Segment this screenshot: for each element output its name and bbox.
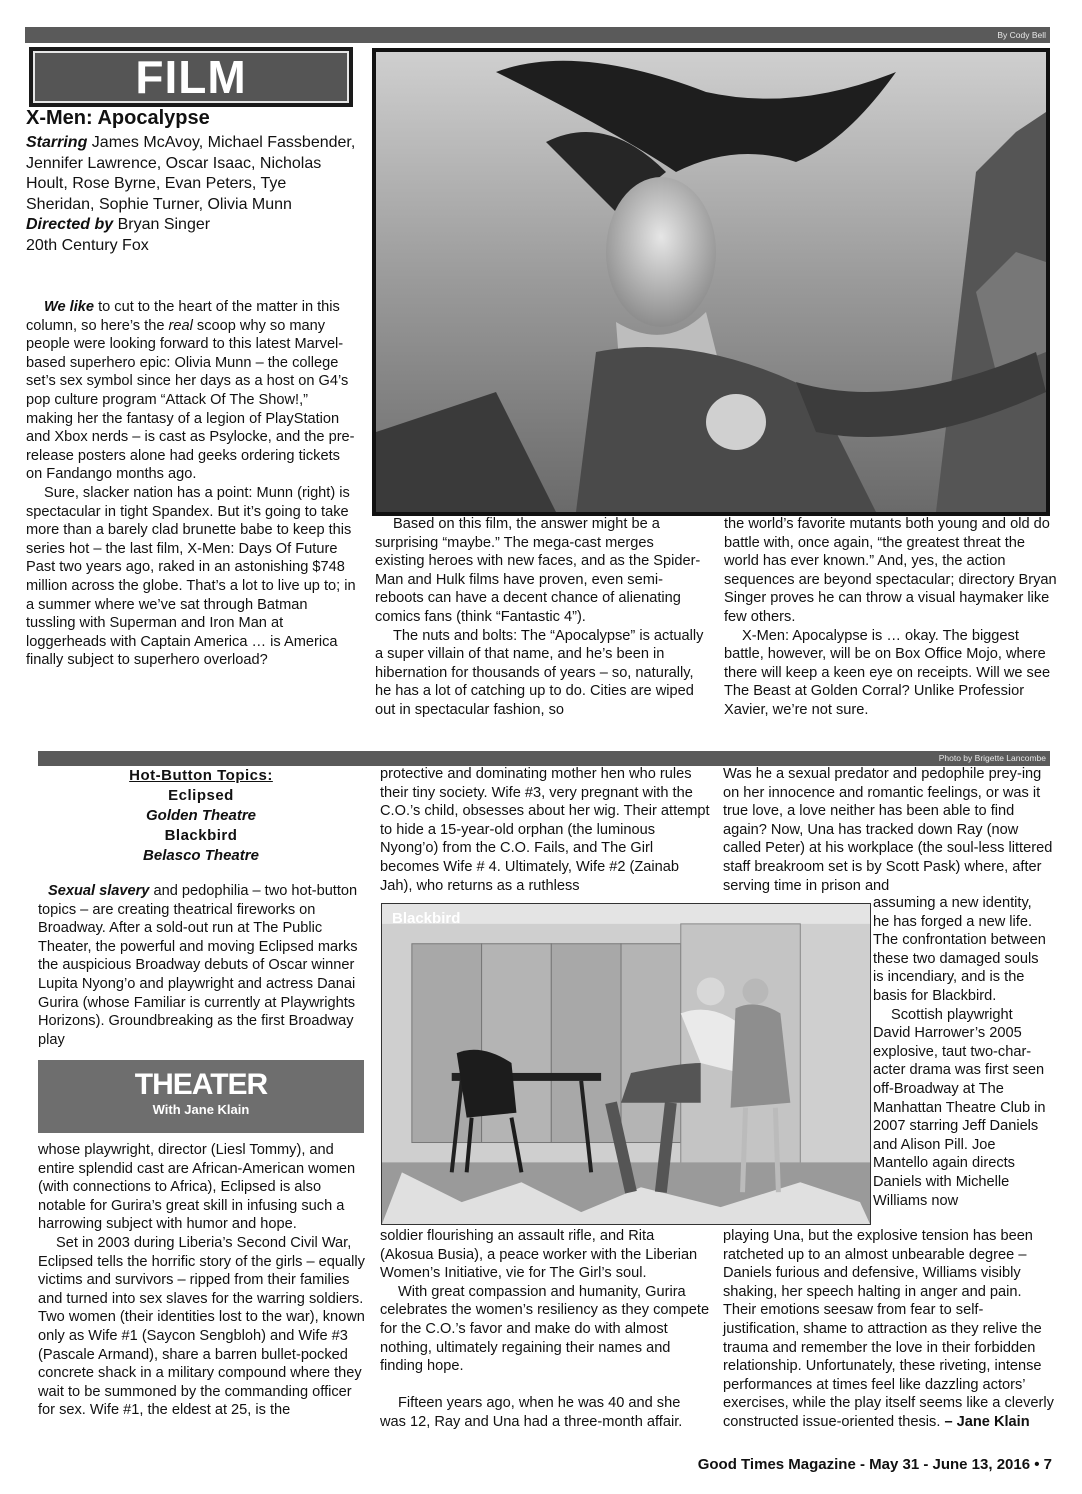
blackbird-photo-illustration [382, 904, 870, 1224]
theater-top-rule [38, 751, 1050, 766]
theater-column-3-middle [873, 894, 1049, 1210]
theater-header-title: THEATER [134, 1068, 268, 1101]
film-header-inner [33, 51, 349, 103]
paragraph: The nuts and bolts: The “Apocalypse” is actually a super villain of that name, and he’s been in hibernation for thousands of years – so, naturally, he has a lot of catching up to do. Cities are wiped out in spectacular fashion, so [375, 627, 704, 718]
paragraph: Sure, slacker nation has a point: Munn (right) is spectacular in tight Spandex. But it’s going to take more than a barely clad brunette babe to keep this series hot – the last film, X-Men: Days Of Future Past two years ago, raked in an astonishing $748 million across the globe. That’s a lot to live up to; in a summer where we’ve sat through Batman tussling with Superman and Iron Man at loggerheads with Captain America … is America finally subject to superhero overload? [26, 484, 356, 669]
lead-in: We like [44, 299, 95, 315]
paragraph: soldier flourishing an assault rifle, and Rita (Akosua Busia), a peace worker with the Liberian Women’s Initiative, vie for The Girl’s soul. [380, 1228, 698, 1282]
blackbird-photo [381, 903, 871, 1225]
movie-title: X-Men: Apocalypse [26, 107, 210, 129]
paragraph: whose playwright, director (Liesl Tommy), and entire splendid cast are African-American women (with connections to Africa), Eclipsed is also notable for Gurira’s great skill in infusing such a harrowing subject with humor and hope. [38, 1142, 356, 1233]
theater-section-header [38, 1060, 364, 1133]
theater-headings [38, 766, 364, 866]
author-signoff: – Jane Klain [940, 1413, 1030, 1430]
film-column-2 [375, 515, 705, 720]
paragraph: the world’s favorite mutants both young and old do battle with, once again, “the greatest threat the world has ever known.” And, yes, the action sequences are beyond spectacular; directory Bryan Singer proves he can throw a visual haymaker like few others. [724, 516, 1057, 625]
photo-credit: Photo by Brigette Lancombe [938, 753, 1046, 763]
paragraph-text: and pedophilia – two hot-button topics – are creating theatrical fireworks on Broadway. After a sold-out run at The Public Theater, the powerful and moving Eclipsed marks the auspicious Broadway debuts of Oscar winner Lupita Nyong’o and playwright and actress Danai Gurira (whose Familiar is currently at Playwrights Horizons). Groundbreaking as the first Broadway play [38, 883, 358, 1048]
theater-column-2-top [380, 765, 710, 895]
paragraph: With great compassion and humanity, Gurira celebrates the women’s resiliency as they compete for the C.O.’s favor and make do with almost nothing, ultimately regaining their names and finding hope. [380, 1283, 710, 1375]
paragraph: protective and dominating mother hen who rules their tiny society. Wife #3, very pregnant with the C.O.’s child, obsesses about her wig. Their attempt to hide a 15-year-old orphan (the luminous Nyong’o) from the C.O. Fails, and The Girl becomes Wife # 4. Ultimately, Wife #2 (Zainab Jah), who returns as a ruthless [380, 766, 710, 894]
paragraph: Based on this film, the answer might be a surprising “maybe.” The mega-cast merges existing heroes with new faces, and as the Spider-Man and Hulk films have proven, even semi-reboots can have a decent chance of alienating comics fans (think “Fantastic 4”). [375, 516, 701, 625]
psylocke-photo-illustration [376, 52, 1046, 512]
theater-column-2-bottom [380, 1227, 710, 1432]
film-section-header [29, 47, 353, 107]
theater-column-3-top [723, 765, 1057, 895]
paragraph: Fifteen years ago, when he was 40 and she was 12, Ray and Una had a three-month affair. [380, 1395, 683, 1430]
film-column-1 [26, 298, 358, 670]
show-title-eclipsed: Eclipsed [168, 787, 234, 804]
emphasis-text: real [168, 317, 193, 334]
photo-label: Blackbird [392, 910, 461, 927]
paragraph: Scottish playwright David Harrower’s 2005 explosive, taut two-char-acter drama was first seen off-Broadway at The Manhattan Theatre Club in 2007 starring Jeff Daniels and Alison Pill. Joe Mantello again directs Daniels with Michelle Williams now [873, 1006, 1046, 1209]
byline-credit: By Cody Bell [997, 30, 1046, 40]
paragraph: Was he a sexual predator and pedophile prey-ing on her innocence and romantic feelings, or was it true love, a love neither has been able to find again? Now, Una has tracked down Ray (now called Peter) at his workplace (the soul-less littered staff breakroom set is by Scott Pask) where, after serving time in prison and [723, 766, 1053, 894]
cast-list: James McAvoy, Michael Fassbender, Jennifer Lawrence, Oscar Isaac, Nicholas Hoult, Rose Byrne, Evan Peters, Tye Sheridan, Sophie Turner, Olivia Munn [26, 134, 356, 213]
lead-in: Sexual slavery [48, 883, 150, 899]
top-rule [25, 27, 1050, 43]
topic-heading: Hot-Button Topics: [129, 767, 273, 784]
directed-label: Directed by [26, 216, 114, 234]
venue-golden: Golden Theatre [145, 807, 257, 824]
paragraph: assuming a new identity, he has forged a new life. The confrontation between these two damaged souls is incendiary, and is the basis for Blackbird. [873, 895, 1046, 1004]
paragraph: Set in 2003 during Liberia’s Second Civil War, Eclipsed tells the horrific story of the girls – equally victims and survivors – ripped from their families and turned into sex slaves for the warring soldiers. Two women (their identities lost to the war), known only as Wife #1 (Saycon Sengbloh) and Wife #3 (Pascale Armand), share a barren bullet-pocked concrete shack in a military compound where they wait to be summoned by the commanding officer for sex. Wife #1, the eldest at 25, is the [38, 1234, 365, 1419]
theater-column-1-top [38, 882, 366, 1049]
studio-name: 20th Century Fox [26, 236, 149, 254]
starring-label: Starring [26, 134, 88, 151]
paragraph-text: playing Una, but the explosive tension has been ratcheted up to an almost unbearable degree – Daniels furious and defensive, Williams visibly shaking, her speech halting in anger and pain. Their emotions seesaw from fear to self-justification, shame to attraction as they relive the trauma and remember the love in their forbidden relationship. Unfortunately, these riveting, intense performances at times feel like dazzling actors’ exercises, while the play itself seems like a cleverly constructed issue-oriented thesis. [723, 1228, 1054, 1430]
paragraph-text: scoop why so many people were looking forward to this latest Marvel-based superhero epic: Olivia Munn – the college set’s sex symbol since her days as a host on G4’s pop culture program “Attack Of The Show!,” making her the fantasy of a legion of PlayStation and Xbox nerds – is cast as Psylocke, and the pre-release posters alone had geeks ordering tickets on Fandango months ago. [26, 317, 355, 483]
director-name: Bryan Singer [113, 216, 211, 234]
movie-credits [26, 133, 356, 257]
show-title-blackbird: Blackbird [164, 827, 238, 844]
film-photo [372, 48, 1050, 516]
film-column-3 [724, 515, 1058, 720]
page-footer: Good Times Magazine - May 31 - June 13, 2016 • 7 [697, 1456, 1052, 1473]
paragraph: X-Men: Apocalypse is … okay. The biggest battle, however, will be on Box Office Mojo, where there will keep a keen eye on receipts. Will we see The Beast at Golden Corral? Unlike Professior Xavier, we’re not sure. [724, 627, 1051, 718]
theater-column-1-bottom [38, 1141, 366, 1420]
film-header-title: FILM [135, 51, 247, 103]
theater-column-3-bottom [723, 1227, 1057, 1432]
paragraph-text: to cut to the heart of the matter in this column, so here’s the [26, 299, 340, 334]
venue-belasco: Belasco Theatre [143, 847, 259, 864]
theater-byline: With Jane Klain [152, 1102, 250, 1117]
